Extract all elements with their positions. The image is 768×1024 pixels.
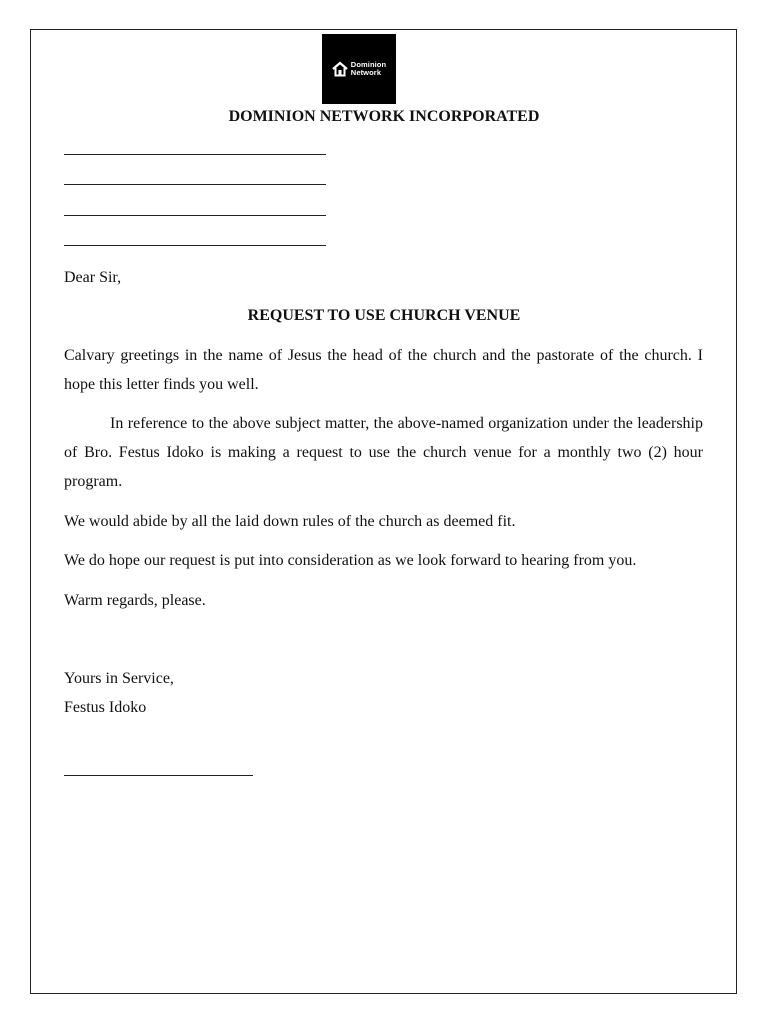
body-paragraph-3: We would abide by all the laid down rules of the church as deemed fit. xyxy=(64,513,516,530)
organization-title: DOMINION NETWORK INCORPORATED xyxy=(228,108,540,125)
logo-line-2: Network xyxy=(350,68,382,77)
logo-line-1: Dominion xyxy=(350,60,387,69)
dominion-network-logo xyxy=(322,34,396,104)
body-paragraph-4: We do hope our request is put into consideration as we look forward to hearing from you. xyxy=(64,552,637,569)
valediction: Yours in Service, xyxy=(64,670,174,687)
logo-text xyxy=(351,61,386,77)
salutation: Dear Sir, xyxy=(64,269,122,286)
body-paragraph-2: In reference to the above subject matter, the above-named organization under the leadership of Bro. Festus Idoko is making a request to use the church venue for a monthly two (2) hour program. xyxy=(64,415,703,490)
address-line-3 xyxy=(64,215,326,216)
body-paragraph-5: Warm regards, please. xyxy=(64,592,206,609)
address-line-1 xyxy=(64,154,326,155)
address-line-2 xyxy=(64,184,326,185)
house-icon xyxy=(332,61,348,77)
subject-heading: REQUEST TO USE CHURCH VENUE xyxy=(247,307,521,324)
signature-line xyxy=(64,775,253,776)
body-paragraph-1: Calvary greetings in the name of Jesus the head of the church and the pastorate of the church. I hope this letter finds you well. xyxy=(64,347,703,393)
signatory-name: Festus Idoko xyxy=(64,699,147,716)
address-line-4 xyxy=(64,245,326,246)
